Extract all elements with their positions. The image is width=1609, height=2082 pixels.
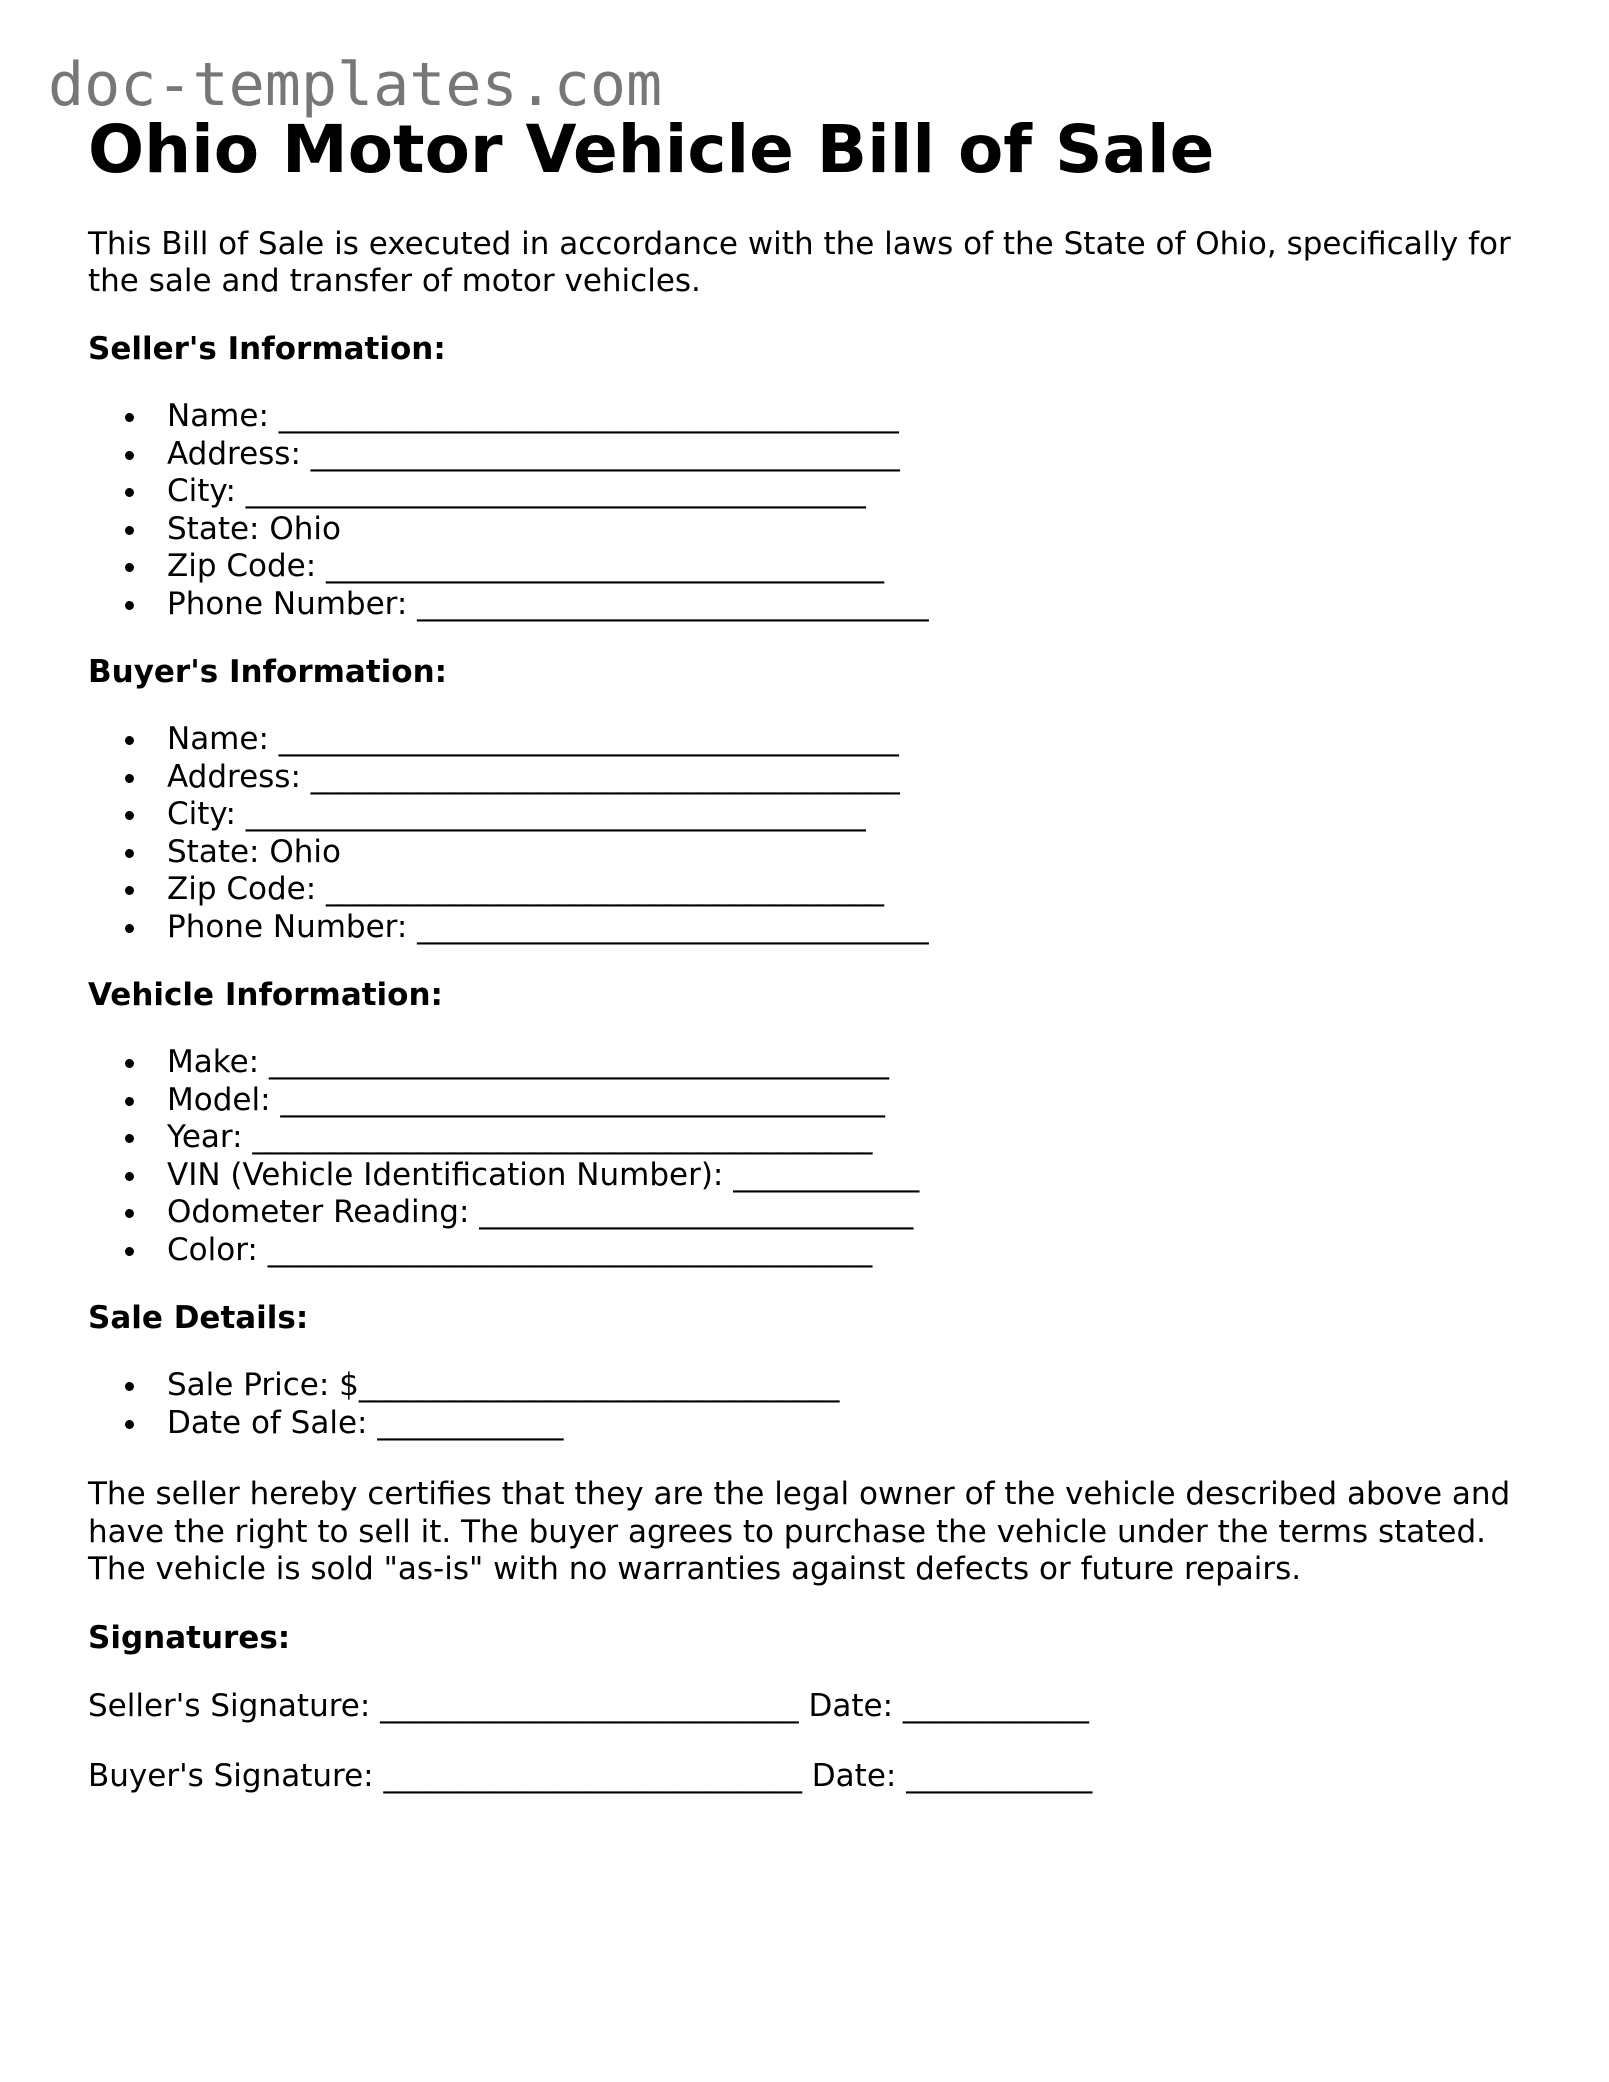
certification-paragraph: The seller hereby certifies that they are the legal owner of the vehicle described above and have the right to sell it. The buyer agrees to purchase the vehicle under the terms stated. The vehicle is sold "as-is" with no warranties against defects or future repairs. xyxy=(88,1476,1511,1587)
seller-name-field[interactable]: Name: ________________________________________ xyxy=(167,398,1548,436)
buyer-zip-field[interactable]: Zip Code: ____________________________________ xyxy=(167,871,1548,909)
buyer-info-list xyxy=(88,721,1548,946)
buyer-signature-line[interactable]: Buyer's Signature: ___________________________ Date: ____________ xyxy=(88,1757,1093,1794)
vehicle-make-field[interactable]: Make: ________________________________________ xyxy=(167,1044,1548,1082)
seller-heading: Seller's Information: xyxy=(88,331,446,367)
buyer-phone-field[interactable]: Phone Number: _________________________________ xyxy=(167,909,1548,947)
sale-details-list xyxy=(88,1367,1548,1442)
vehicle-year-field[interactable]: Year: ________________________________________ xyxy=(167,1119,1548,1157)
seller-address-field[interactable]: Address: ______________________________________ xyxy=(167,436,1548,474)
seller-signature-line[interactable]: Seller's Signature: ___________________________ Date: ____________ xyxy=(88,1687,1089,1724)
seller-info-list xyxy=(88,398,1548,623)
vehicle-odometer-field[interactable]: Odometer Reading: ____________________________ xyxy=(167,1194,1548,1232)
buyer-address-field[interactable]: Address: ______________________________________ xyxy=(167,759,1548,797)
sale-price-field[interactable]: Sale Price: $_______________________________ xyxy=(167,1367,1548,1405)
seller-phone-field[interactable]: Phone Number: _________________________________ xyxy=(167,586,1548,624)
signatures-heading: Signatures: xyxy=(88,1619,291,1656)
vehicle-color-field[interactable]: Color: _______________________________________ xyxy=(167,1232,1548,1270)
vehicle-model-field[interactable]: Model: _______________________________________ xyxy=(167,1082,1548,1120)
vehicle-heading: Vehicle Information: xyxy=(88,977,443,1013)
document-body xyxy=(88,108,1548,1795)
buyer-name-field[interactable]: Name: ________________________________________ xyxy=(167,721,1548,759)
intro-paragraph: This Bill of Sale is executed in accordance with the laws of the State of Ohio, specifically for the sale and transfer of motor vehicles. xyxy=(88,226,1511,299)
vehicle-vin-field[interactable]: VIN (Vehicle Identification Number): ____________ xyxy=(167,1157,1548,1195)
buyer-heading: Buyer's Information: xyxy=(88,654,448,690)
buyer-state-field: State: Ohio xyxy=(167,834,1548,872)
seller-zip-field[interactable]: Zip Code: ____________________________________ xyxy=(167,548,1548,586)
vehicle-info-list xyxy=(88,1044,1548,1269)
seller-state-field: State: Ohio xyxy=(167,511,1548,549)
seller-city-field[interactable]: City: ________________________________________ xyxy=(167,473,1548,511)
watermark: doc-templates.com xyxy=(48,50,663,120)
document-title: Ohio Motor Vehicle Bill of Sale xyxy=(88,111,1215,188)
sale-heading: Sale Details: xyxy=(88,1300,309,1336)
sale-date-field[interactable]: Date of Sale: ____________ xyxy=(167,1405,1548,1443)
buyer-city-field[interactable]: City: ________________________________________ xyxy=(167,796,1548,834)
